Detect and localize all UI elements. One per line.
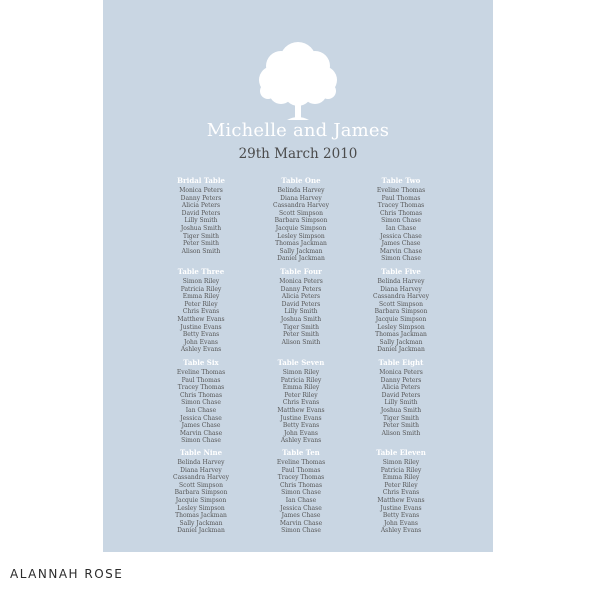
guest-name: Jessica Chase [180,414,222,422]
guest-name: Lilly Smith [184,217,218,225]
guest-name: Lesley Simpson [277,232,325,240]
guest-name: Eveline Thomas [176,369,226,376]
guest-name: Eveline Thomas [376,187,426,194]
guest-name: Emma Riley [182,293,220,301]
guest-name: Alison Smith [281,338,321,346]
table-title: Table Six [183,358,219,367]
seating-table [151,358,251,445]
guest-name: Patricia Riley [380,466,422,474]
guest-name: Daniel Jackman [377,346,425,354]
guest-name: Diana Harvey [380,285,422,293]
guest-name: Matthew Evans [377,496,425,504]
guest-name: John Evans [284,429,318,437]
seating-table [151,267,251,354]
guest-name: David Peters [381,391,421,399]
guest-name: Peter Riley [284,391,318,399]
guest-name: Danny Peters [280,285,322,293]
seating-table [351,448,451,535]
guest-name: Patricia Riley [280,376,322,384]
guest-name: Justine Evans [280,414,322,422]
guest-name: Alicia Peters [381,384,421,392]
guest-name: Thomas Jackman [375,331,427,339]
seating-table [151,448,251,535]
guest-name: Peter Smith [182,240,220,248]
guest-name: Tiger Smith [382,414,420,422]
guest-name: Belinda Harvey [377,278,425,285]
guest-name: Cassandra Harvey [373,293,429,301]
guest-name: Chris Thomas [379,209,423,217]
guest-name: Sally Jackman [379,338,423,346]
guest-name: Peter Smith [382,422,420,430]
guest-name: Lilly Smith [284,308,318,316]
guest-name: Lesley Simpson [377,323,425,331]
guest-name: Betty Evans [382,512,420,520]
guest-name: Jacquie Simpson [375,315,427,323]
table-title: Table Eleven [376,448,426,457]
guest-name: Peter Riley [384,481,418,489]
guest-name: Thomas Jackman [175,512,227,520]
guest-name: Daniel Jackman [177,527,225,535]
guest-name: Ashley Evans [380,527,422,535]
guest-name: Tracey Thomas [377,202,425,210]
guest-name: John Evans [384,519,418,527]
guest-name: Ashley Evans [180,346,222,354]
guest-name: Paul Thomas [181,376,221,384]
guest-name: Paul Thomas [281,466,321,474]
guest-name: Joshua Smith [380,406,422,414]
guest-name: Jacquie Simpson [175,496,227,504]
guest-name: Monica Peters [379,369,423,376]
guest-name: Ian Chase [385,224,417,232]
guest-name: Alicia Peters [181,202,221,210]
seating-table [251,358,351,445]
guest-name: Simon Chase [181,437,221,445]
guest-name: Peter Smith [282,331,320,339]
guest-name: Simon Chase [181,399,221,407]
tree-icon [251,36,345,122]
guest-name: Chris Evans [182,308,220,316]
guest-name: David Peters [281,300,321,308]
guest-name: Jacquie Simpson [275,224,327,232]
guest-name: Simon Chase [281,527,321,535]
table-title: Table Five [381,267,421,276]
guest-name: Alicia Peters [281,293,321,301]
table-title: Table Eight [378,358,424,367]
guest-name: Simon Riley [382,459,420,466]
guest-name: David Peters [181,209,221,217]
table-title: Table Two [381,176,421,185]
wedding-date: 29th March 2010 [238,146,358,162]
guest-name: Patricia Riley [180,285,222,293]
guest-name: Tracey Thomas [277,474,325,482]
guest-name: Monica Peters [279,278,323,285]
guest-name: James Chase [381,240,421,248]
guest-name: James Chase [281,512,321,520]
guest-name: Barbara Simpson [374,308,428,316]
guest-name: Jessica Chase [280,504,322,512]
couple-names: Michelle and James [206,120,390,141]
guest-name: Daniel Jackman [277,255,325,263]
guest-name: Chris Evans [382,489,420,497]
table-title: Table One [281,176,321,185]
guest-name: Matthew Evans [277,406,325,414]
brand-logo-text: ALANNAH ROSE [10,567,124,581]
guest-name: Chris Thomas [279,481,323,489]
guest-name: Tiger Smith [282,323,320,331]
guest-name: Paul Thomas [381,194,421,202]
guest-name: Matthew Evans [177,315,225,323]
guest-name: Belinda Harvey [177,459,225,466]
seating-table [251,176,351,263]
guest-name: Jessica Chase [380,232,422,240]
guest-name: Ashley Evans [280,437,322,445]
seating-table [251,448,351,535]
table-title: Table Four [280,267,322,276]
guest-name: Emma Riley [282,384,320,392]
table-title: Table Seven [277,358,325,367]
guest-name: Sally Jackman [179,519,223,527]
guest-name: Scott Simpson [279,209,323,217]
table-title: Table Three [177,267,225,276]
guest-name: Tracey Thomas [177,384,225,392]
guest-name: Eveline Thomas [276,459,326,466]
guest-name: Barbara Simpson [174,489,228,497]
guest-name: Danny Peters [180,194,222,202]
guest-name: Peter Riley [184,300,218,308]
guest-name: Scott Simpson [379,300,423,308]
guest-name: Marvin Chase [279,519,323,527]
guest-name: Justine Evans [180,323,222,331]
seating-table [151,176,251,255]
seating-table [251,267,351,346]
seating-table [351,267,451,354]
guest-name: Ian Chase [185,406,217,414]
guest-name: Chris Evans [282,399,320,407]
guest-name: Monica Peters [179,187,223,194]
guest-name: Cassandra Harvey [273,202,329,210]
table-title: Table Ten [282,448,320,457]
guest-name: Lesley Simpson [177,504,225,512]
guest-name: Lilly Smith [384,399,418,407]
guest-name: Joshua Smith [180,224,222,232]
guest-name: John Evans [184,338,218,346]
guest-name: Alison Smith [381,429,421,437]
guest-name: Simon Chase [381,217,421,225]
guest-name: Joshua Smith [280,315,322,323]
guest-name: Marvin Chase [179,429,223,437]
guest-name: Emma Riley [382,474,420,482]
table-title: Table Nine [179,448,223,457]
guest-name: Justine Evans [380,504,422,512]
guest-name: Betty Evans [282,422,320,430]
seating-table [351,358,451,437]
guest-name: Simon Chase [381,255,421,263]
guest-name: Sally Jackman [279,247,323,255]
guest-name: Betty Evans [182,331,220,339]
guest-name: Diana Harvey [280,194,322,202]
table-title: Bridal Table [177,176,225,185]
guest-name: Barbara Simpson [274,217,328,225]
seating-table [351,176,451,263]
guest-name: Ian Chase [285,496,317,504]
guest-name: James Chase [181,422,221,430]
guest-name: Simon Riley [282,369,320,376]
guest-name: Tiger Smith [182,232,220,240]
seating-plan-card [103,0,493,552]
guest-name: Belinda Harvey [277,187,325,194]
guest-name: Alison Smith [181,247,221,255]
guest-name: Diana Harvey [180,466,222,474]
guest-name: Danny Peters [380,376,422,384]
guest-name: Chris Thomas [179,391,223,399]
guest-name: Simon Riley [182,278,220,285]
guest-name: Cassandra Harvey [173,474,229,482]
guest-name: Marvin Chase [379,247,423,255]
guest-name: Thomas Jackman [275,240,327,248]
guest-name: Simon Chase [281,489,321,497]
guest-name: Scott Simpson [179,481,223,489]
